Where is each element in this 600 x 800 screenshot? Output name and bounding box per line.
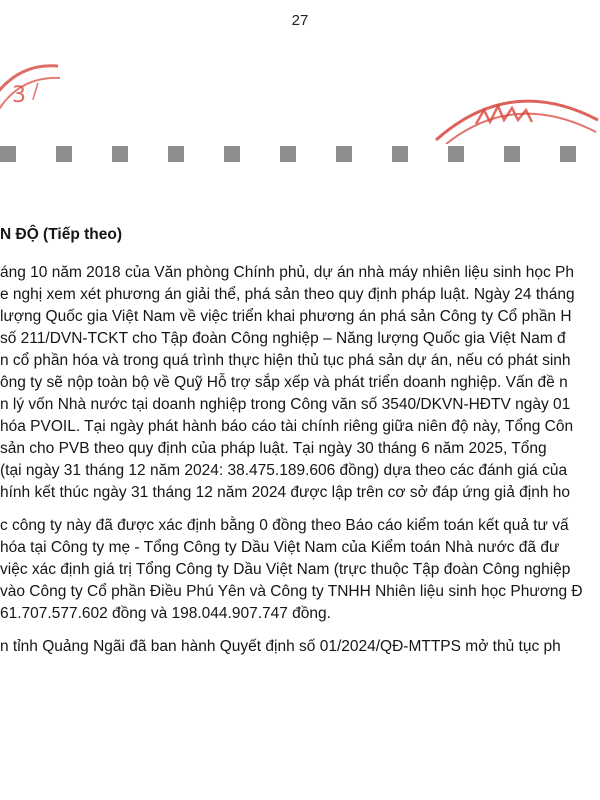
text-line: (tại ngày 31 tháng 12 năm 2024: 38.475.189.606 đồng) dựa theo các đánh giá của xyxy=(0,462,568,479)
text-line: lượng Quốc gia Việt Nam về việc triển khai phương án phá sản Công ty Cổ phần H xyxy=(0,308,572,325)
page-number: 27 xyxy=(291,12,309,29)
paragraph xyxy=(0,262,600,504)
svg-text:3: 3 xyxy=(12,83,26,108)
red-seal-stamp-left xyxy=(0,58,62,118)
section-heading: N ĐỘ (Tiếp theo) xyxy=(0,226,122,243)
text-line: hóa tại Công ty mẹ - Tổng Công ty Dầu Việt Nam của Kiểm toán Nhà nước đã đư xyxy=(0,539,560,556)
text-line: e nghị xem xét phương án giải thể, phá sản theo quy định pháp luật. Ngày 24 tháng xyxy=(0,286,575,303)
text-line: ông ty sẽ nộp toàn bộ về Quỹ Hỗ trợ sắp xếp và phát triển doanh nghiệp. Vấn đề n xyxy=(0,374,568,391)
text-line: n lý vốn Nhà nước tại doanh nghiệp trong Công văn số 3540/DKVN-HĐTV ngày 01 xyxy=(0,396,571,413)
svg-text:/: / xyxy=(32,79,39,103)
text-line: 61.707.577.602 đồng và 198.044.907.747 đồng. xyxy=(0,605,331,622)
text-line: áng 10 năm 2018 của Văn phòng Chính phủ, dự án nhà máy nhiên liệu sinh học Ph xyxy=(0,264,574,281)
text-line: vào Công ty Cổ phần Điều Phú Yên và Công ty TNHH Nhiên liệu sinh học Phương Đ xyxy=(0,583,583,600)
red-seal-stamp-right xyxy=(430,84,600,144)
text-line: việc xác định giá trị Tổng Công ty Dầu Việt Nam (trực thuộc Tập đoàn Công nghiệp xyxy=(0,561,571,578)
text-line: c công ty này đã được xác định bằng 0 đồng theo Báo cáo kiểm toán kết quả tư vấ xyxy=(0,517,569,534)
body-text xyxy=(0,262,600,658)
dashed-rule xyxy=(0,146,600,166)
text-line: hóa PVOIL. Tại ngày phát hành báo cáo tài chính riêng giữa niên độ này, Tổng Côn xyxy=(0,418,574,435)
paragraph xyxy=(0,636,600,658)
paragraph xyxy=(0,515,600,625)
text-line: n cổ phần hóa và trong quá trình thực hiện thủ tục phá sản dự án, nếu có phát sinh xyxy=(0,352,571,369)
text-line: số 211/DVN-TCKT cho Tập đoàn Công nghiệp – Năng lượng Quốc gia Việt Nam đ xyxy=(0,330,566,347)
text-line: hính kết thúc ngày 31 tháng 12 năm 2024 được lập trên cơ sở đáp ứng giả định ho xyxy=(0,484,571,501)
text-line: sản cho PVB theo quy định của pháp luật. Tại ngày 30 tháng 6 năm 2025, Tổng xyxy=(0,440,547,457)
text-line: n tỉnh Quảng Ngãi đã ban hành Quyết định số 01/2024/QĐ-MTTPS mở thủ tục ph xyxy=(0,638,561,655)
